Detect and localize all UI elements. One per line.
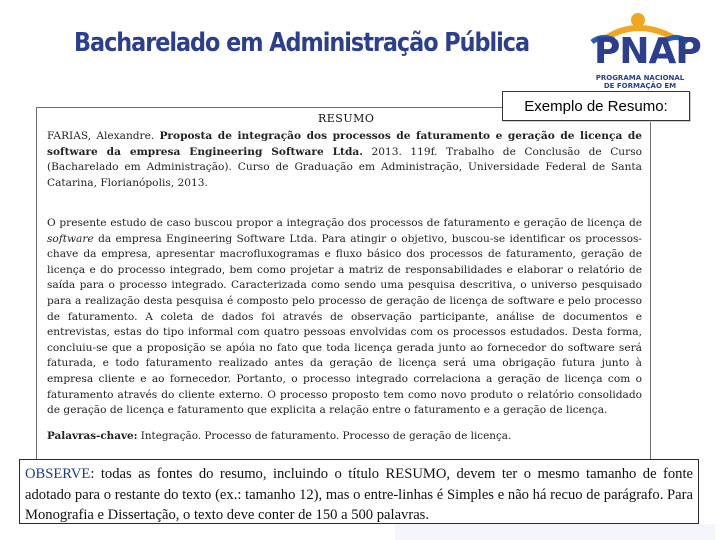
bibliographic-reference: [47, 129, 642, 191]
abstract-paragraph: [47, 216, 642, 419]
keywords-label: Palavras-chave:: [47, 430, 138, 442]
observe-label: OBSERVE: [25, 466, 91, 482]
reference-author: FARIAS, Alexandre.: [47, 130, 160, 142]
logo-subtitle-1: PROGRAMA NACIONAL: [595, 74, 685, 82]
observe-text: : todas as fontes do resumo, incluindo o título RESUMO, devem ter o mesmo tamanho de fonte adotado para o restante do texto (ex.: tamanho 12), mas o entre-linhas é Simples e não há recuo de parágrafo. Para Monografia e Dissertação, o texto deve conter de 150 a 500 palavras.: [25, 466, 693, 523]
footer-strip: [395, 524, 715, 540]
abstract-italic-word: software: [47, 232, 94, 245]
reference-details: 2013. 119f. Trabalho de Conclusão de Curso (Bacharelado em Administração). Curso de Graduação em Administração, Universidade Federal de Santa Catarina, Florianópolis, 2013.: [47, 145, 643, 189]
abstract-text-1: O presente estudo de caso buscou propor a integração dos processos de faturamento e geração de licença de: [47, 217, 642, 229]
logo-wordmark: PNAP: [594, 31, 701, 72]
page-title: Bacharelado em Administração Pública: [74, 28, 530, 58]
observe-note: [19, 459, 699, 524]
reference-title: Proposta de integração dos processos de faturamento e geração de licença de software da empresa Engineering Software Ltda.: [47, 130, 642, 158]
keywords-line: [47, 429, 642, 445]
resumo-heading: RESUMO: [318, 112, 375, 125]
keywords-text: Integração. Processo de faturamento. Processo de geração de licença.: [137, 430, 512, 442]
abstract-text-2: da empresa Engineering Software Ltda. Para atingir o objetivo, buscou-se identificar os processos-chave da empresa, apresentar macrofluxogramas e fluxo básico dos processos de faturamento, geração de licença e do processo integrado, bem como projetar a matriz de responsabilidades e elaborar o relatório de saída para o processo integrado. Caracterizada como sendo uma pesquisa descritiva, o universo pesquisado para a realização desta pesquisa é composto pelo processo de geração de licença de software e pelo processo de faturamento. A coleta de dados foi através de observação participante, análise de documentos e entrevistas, estas do tipo informal com quatro pessoas envolvidas com os processos estudados. Desta forma, concluiu-se que a proposição se apóia no fato que toda licença gerada junto ao fornecedor do software será faturada, e todo faturamento realizado antes da geração de licença será uma obrigação futura junto à empresa cliente e ao fornecedor. Portanto, o processo integrado correlaciona a geração de licença com o faturamento através do cliente externo. O processo proposto tem como novo produto o relatório consolidado de geração de licença e faturamento que explicita a relação entre o faturamento e a geração de licença.: [47, 232, 642, 417]
logo-subtitle-2: DE FORMAÇÃO EM: [603, 82, 677, 90]
example-callout: Exemplo de Resumo:: [502, 91, 690, 121]
